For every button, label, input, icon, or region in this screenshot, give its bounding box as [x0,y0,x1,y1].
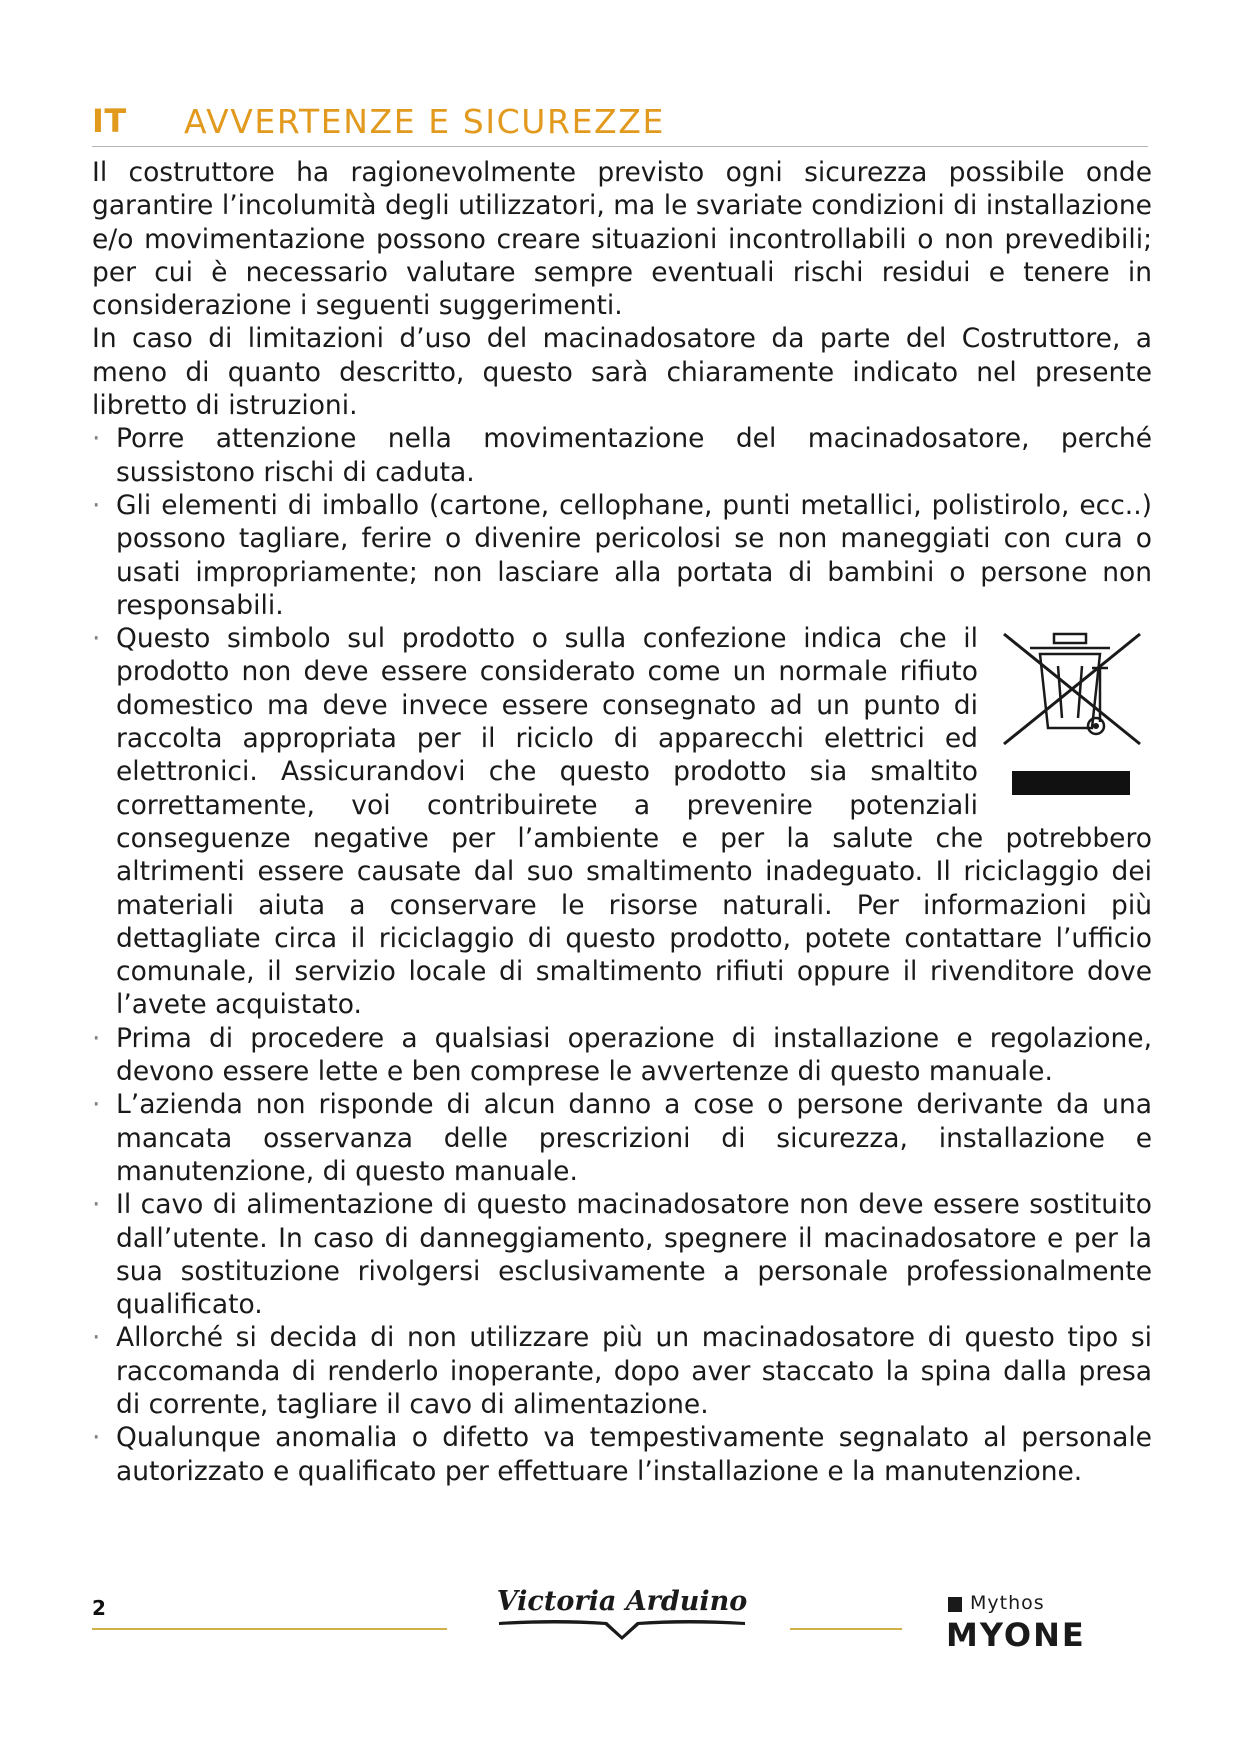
warning-text: Prima di procedere a qualsiasi operazione di installazione e regolazione, devono essere lette e ben comprese le avvertenze di questo manuale. [116,1022,1152,1088]
warning-text: Allorché si decida di non utilizzare più un macinadosatore di questo tipo si raccomanda di renderlo inoperante, dopo aver staccato la spina dalla presa di corrente, tagliare il cavo di alimentazione. [116,1322,1152,1420]
crossed-out-wheelie-bin-icon [992,626,1152,796]
brand-logo-text: Victoria Arduino [497,1586,747,1617]
intro-paragraph: Il costruttore ha ragionevolmente previsto ogni sicurezza possibile onde garantire l’incolumità degli utilizzatori, ma le svariate condizioni di installazione e/o movimentazione possono creare situazioni incontrollabili o non prevedibili; per cui è necessario valutare sempre eventuali rischi residui e tenere in considerazione i seguenti suggerimenti. [92,157,1152,322]
page-header [92,102,1148,147]
bullet-dot: · [92,623,101,655]
warning-item [92,1421,1152,1488]
bullet-dot: · [92,1022,101,1054]
footer-rule-right [790,1628,902,1630]
warning-item [92,422,1152,489]
page-number: 2 [92,1596,106,1620]
warning-text: L’azienda non risponde di alcun danno a cose o persone derivante da una mancata osservanza delle prescrizioni di sicurezza, installazione e manutenzione, di questo manuale. [116,1089,1152,1187]
warning-text: Questo simbolo sul prodotto o sulla confezione indica che il prodotto non deve essere considerato come un normale rifiuto domestico ma deve invece essere consegnato ad un punto di raccolta appropriata per il riciclo di apparecchi elettrici ed elettronici. Assicurandovi che questo prodotto sia smaltito correttamente, voi contribuirete a prevenire potenziali conseguenze negative per l’ambiente e per la salute che potrebbero altrimenti essere causate dal suo smaltimento inadeguato. Il riciclaggio dei materiali aiuta a conservare le risorse naturali. Per informazioni più dettagliate circa il riciclaggio di questo prodotto, potete contattare l’ufficio comunale, il servizio locale di smaltimento rifiuti oppure il rivenditore dove l’avete acquistato. [116,623,1152,1021]
warning-text: Qualunque anomalia o difetto va tempestivamente segnalato al personale autorizzato e qualificato per effettuare l’installazione e la manutenzione. [116,1422,1152,1487]
warning-item [92,1188,1152,1321]
safety-warnings-content [92,156,1152,1488]
warning-item-weee [92,622,1152,1022]
product-model: MYONE [946,1616,1086,1654]
warning-item [92,1088,1152,1188]
warning-item [92,489,1152,622]
bullet-dot: · [92,423,101,455]
bullet-dot: · [92,1189,101,1221]
warning-item [92,1022,1152,1089]
bullet-dot: · [92,1422,101,1454]
bullet-dot: · [92,489,101,521]
mythos-mark-icon [948,1597,962,1612]
footer-rule-left [92,1628,447,1630]
language-code: IT [92,102,127,140]
warning-text: Il cavo di alimentazione di questo macinadosatore non deve essere sostituito dall’utente. In caso di danneggiamento, spegnere il macinadosatore e per la sua sostituzione rivolgersi esclusivamente a personale professionalmente qualificato. [116,1189,1152,1321]
intro-paragraph: In caso di limitazioni d’uso del macinadosatore da parte del Costruttore, a meno di quanto descritto, questo sarà chiaramente indicato nel presente libretto di istruzioni. [92,323,1152,422]
warning-text: Porre attenzione nella movimentazione del macinadosatore, perché sussistono rischi di caduta. [116,423,1152,488]
mythos-myone-logo [946,1592,1148,1654]
warnings-list [92,422,1152,1488]
bullet-dot: · [92,1089,101,1121]
warning-text: Gli elementi di imballo (cartone, cellophane, punti metallici, polistirolo, ecc..) possono tagliare, ferire o divenire pericolosi se non maneggiati con cura o usati impropriamente; non lasciare alla portata di bambini o persone non responsabili. [116,489,1152,621]
bullet-dot: · [92,1322,101,1354]
page-title: AVVERTENZE E SICUREZZE [184,102,665,141]
victoria-arduino-logo [497,1582,747,1642]
warning-item [92,1321,1152,1421]
product-line: Mythos [970,1592,1045,1614]
